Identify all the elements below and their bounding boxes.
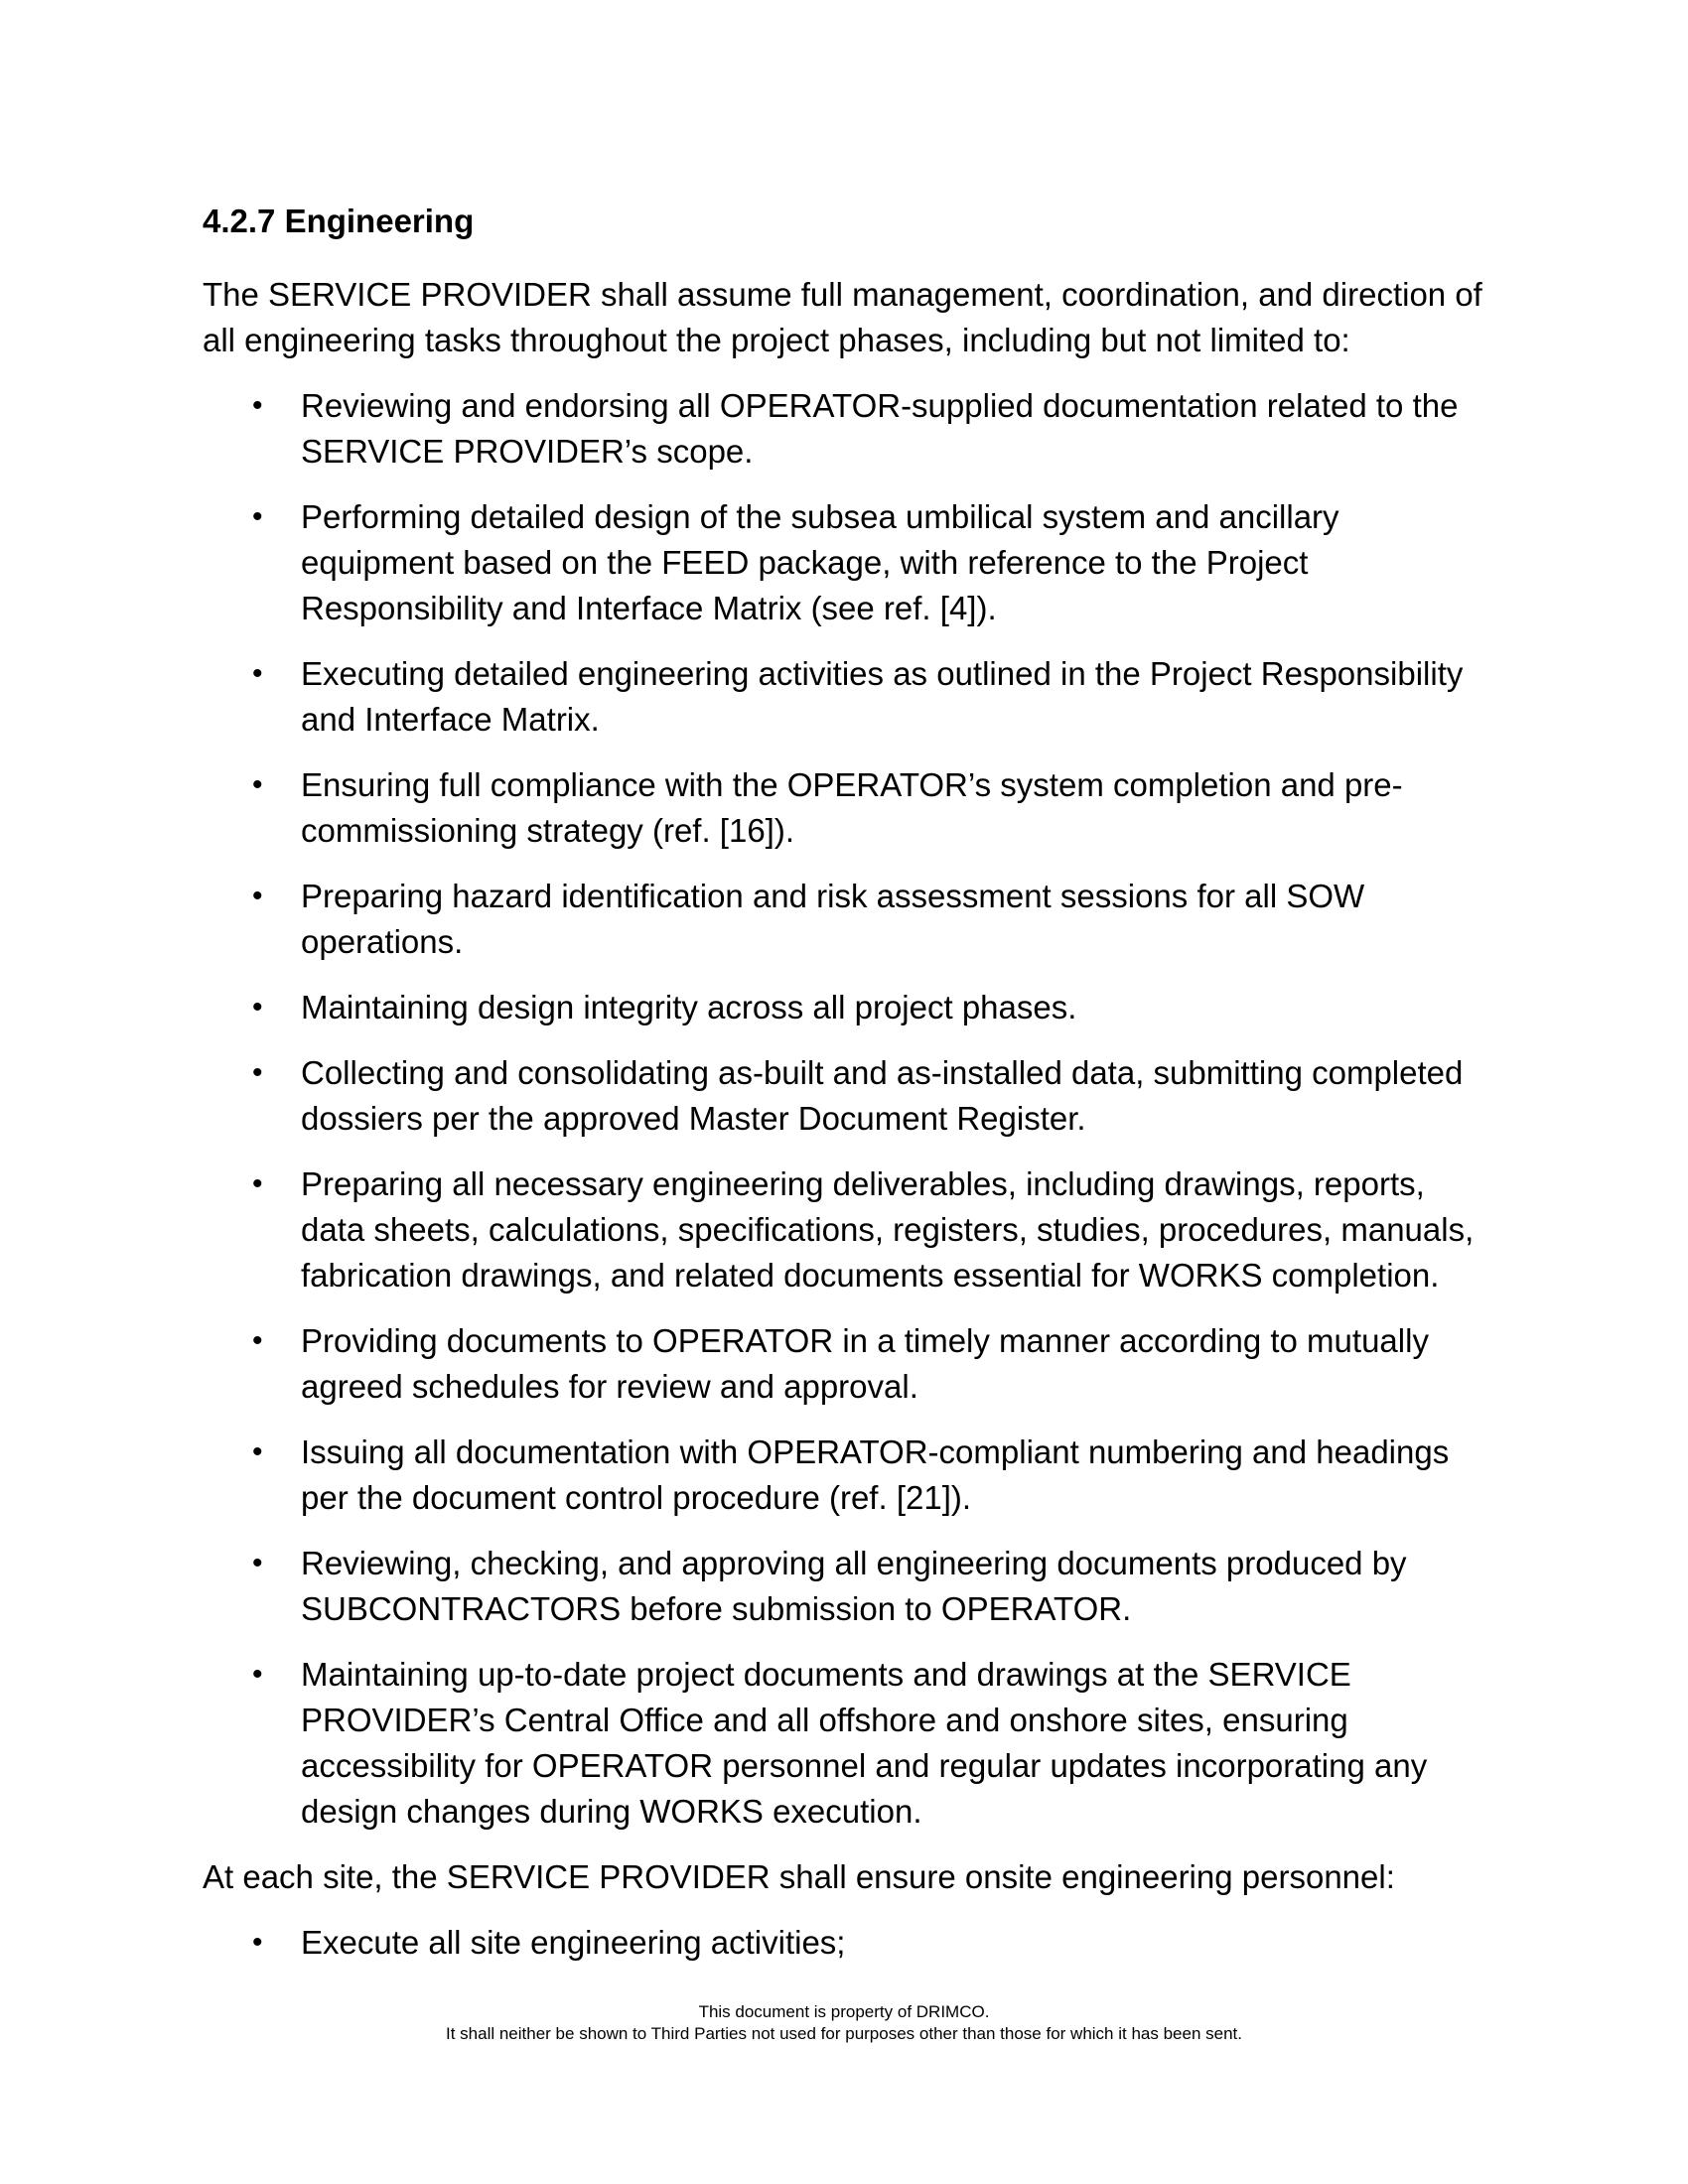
list-item [203,1318,1485,1410]
list-item [203,1541,1485,1632]
bullet-icon: • [252,880,263,912]
list-item-text: Preparing hazard identification and risk assessment sessions for all SOW operations. [301,878,1365,960]
bullet-icon: • [252,1167,263,1200]
list-item-text: Maintaining up-to-date project documents and drawings at the SERVICE PROVIDER’s Central Office and all offshore and onshore sites, ensuring accessibility for OPERATOR personnel and regular updates incorporating any design changes during WORKS execution. [301,1656,1428,1830]
bullet-icon: • [252,1056,263,1089]
bullet-icon: • [252,1926,263,1959]
list-item-text: Providing documents to OPERATOR in a timely manner according to mutually agreed schedules for review and approval. [301,1322,1429,1405]
list-item-text: Preparing all necessary engineering deliverables, including drawings, reports, data sheets, calculations, specifications, registers, studies, procedures, manuals, fabrication drawings, and related documents essential for WORKS completion. [301,1165,1475,1294]
list-item-text: Reviewing and endorsing all OPERATOR-supplied documentation related to the SERVICE PROVIDER’s scope. [301,387,1459,470]
list-item-text: Reviewing, checking, and approving all engineering documents produced by SUBCONTRACTORS before submission to OPERATOR. [301,1545,1407,1627]
list-item-text: Maintaining design integrity across all project phases. [301,989,1077,1025]
list-item [203,1652,1485,1835]
site-paragraph: At each site, the SERVICE PROVIDER shall ensure onsite engineering personnel: [203,1858,1395,1895]
list-item [203,1920,1485,1966]
page-footer [0,2001,1688,2045]
list-item-text: Ensuring full compliance with the OPERATOR’s system completion and pre-commissioning strategy (ref. [16]). [301,766,1403,849]
list-item-text: Collecting and consolidating as-built and as-installed data, submitting completed dossiers per the approved Master Document Register. [301,1054,1464,1137]
list-item [203,494,1485,631]
bullet-icon: • [252,768,263,801]
list-item [203,383,1485,475]
footer-confidentiality-line: It shall neither be shown to Third Parties not used for purposes other than those for which it has been sent. [446,2024,1242,2043]
bullet-icon: • [252,1547,263,1579]
section-content [203,199,1485,1985]
list-item [203,651,1485,743]
list-item [203,1050,1485,1142]
bullet-icon: • [252,500,263,533]
list-item-text: Executing detailed engineering activities as outlined in the Project Responsibility and Interface Matrix. [301,655,1464,738]
list-item [203,1161,1485,1298]
list-item-text: Performing detailed design of the subsea umbilical system and ancillary equipment based on the FEED package, with reference to the Project Responsibility and Interface Matrix (see ref. [4]). [301,498,1339,626]
list-item [203,874,1485,965]
list-item [203,762,1485,854]
bullet-icon: • [252,991,263,1024]
list-item-text: Execute all site engineering activities; [301,1924,846,1961]
bullet-icon: • [252,389,263,422]
bullet-icon: • [252,1658,263,1691]
site-task-list [203,1920,1485,1966]
list-item [203,985,1485,1030]
section-heading: 4.2.7 Engineering [203,203,475,239]
footer-property-line: This document is property of DRIMCO. [698,2002,990,2021]
engineering-task-list [203,383,1485,1835]
bullet-icon: • [252,1324,263,1357]
bullet-icon: • [252,657,263,690]
bullet-icon: • [252,1435,263,1468]
intro-paragraph: The SERVICE PROVIDER shall assume full management, coordination, and direction of all engineering tasks throughout the project phases, including but not limited to: [203,276,1482,358]
list-item-text: Issuing all documentation with OPERATOR-compliant numbering and headings per the document control procedure (ref. [21]). [301,1433,1450,1516]
list-item [203,1430,1485,1521]
